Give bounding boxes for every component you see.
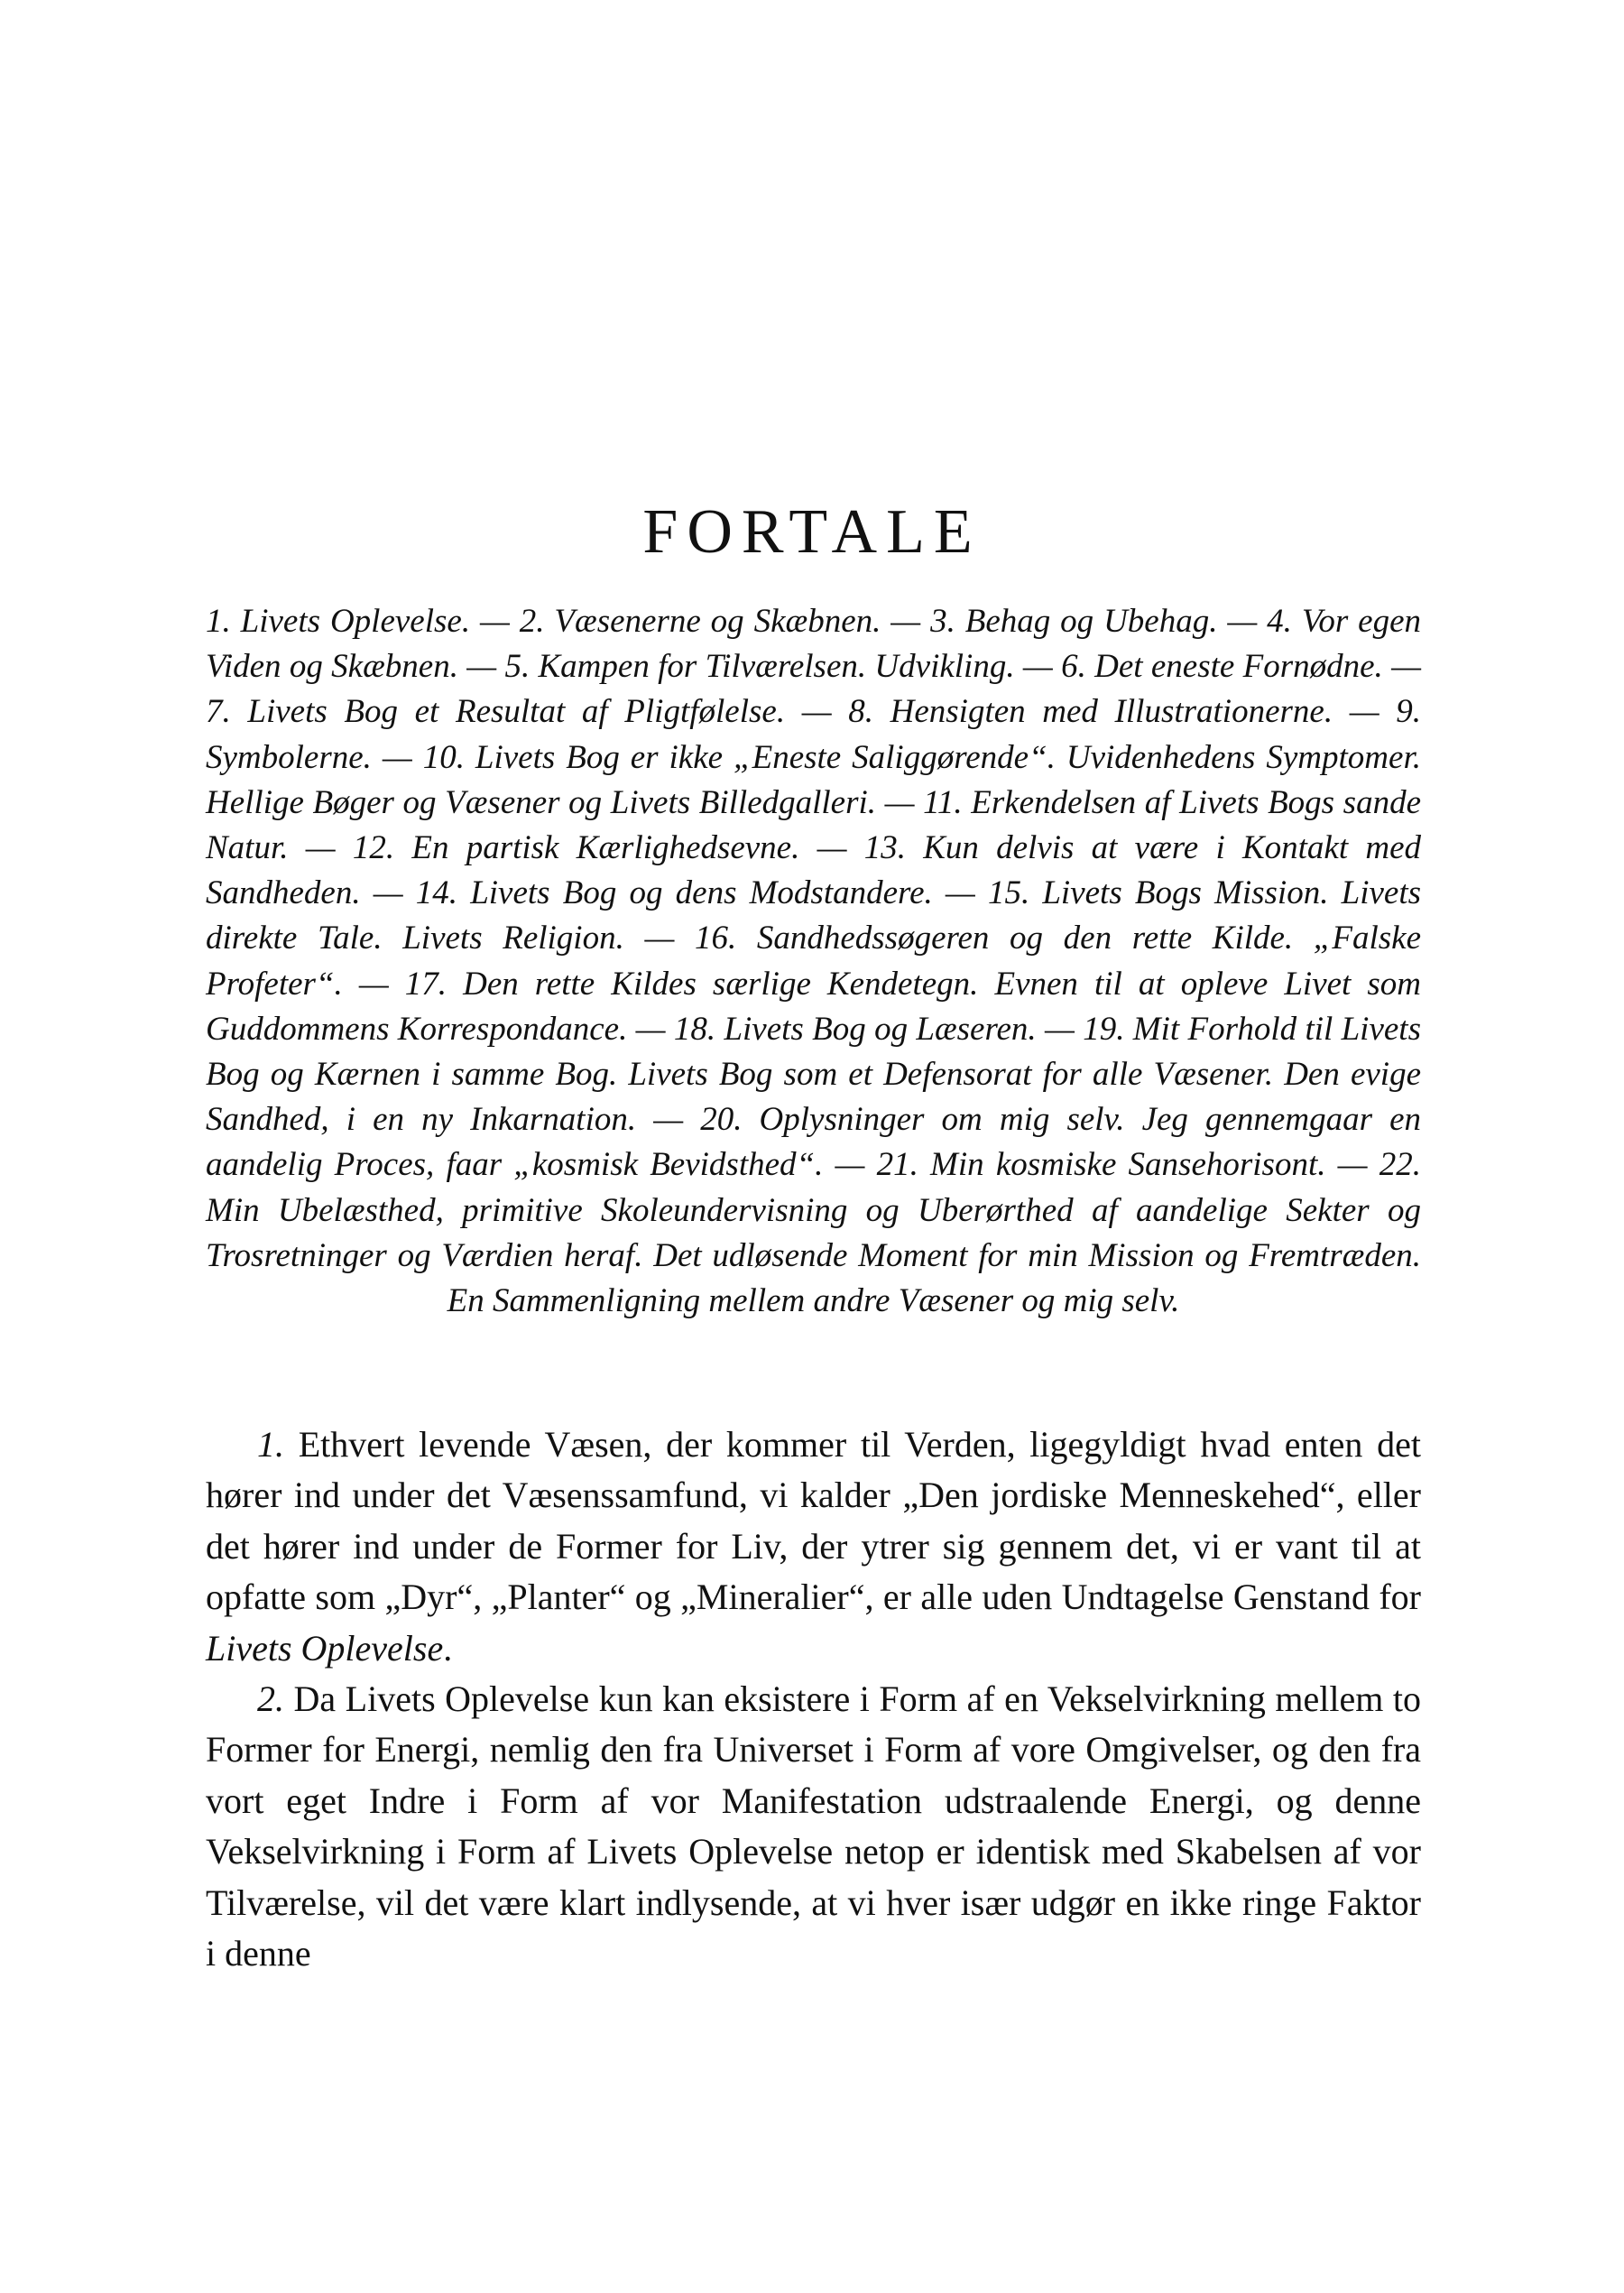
paragraph-tail: .: [443, 1627, 453, 1669]
paragraph-number: 1.: [257, 1424, 284, 1465]
paragraph-text: Da Livets Oplevelse kun kan eksistere i Form af en Vekselvirkning mellem to Former for Energi, nemlig den fra Universet i Form af vore Omgivelser, og den fra vort eget Indre i Form af vor Manifestation udstraalende Energi, og denne Vekselvirkning i Form af Livets Oplevelse netop er identisk med Skabelsen af vor Tilværelse, vil det være klart indlysende, at vi hver især udgør en ikke ringe Faktor i denne: [206, 1678, 1421, 1974]
chapter-title: FORTALE: [642, 497, 982, 567]
paragraph-2: [206, 1674, 1421, 1979]
chapter-body: [206, 1419, 1421, 1979]
chapter-summary: 1. Livets Oplevelse. — 2. Væsenerne og Skæbnen. — 3. Behag og Ubehag. — 4. Vor egen Viden og Skæbnen. — 5. Kampen for Tilværelsen. Udvikling. — 6. Det eneste Fornødne. — 7. Livets Bog et Resultat af Pligtfølelse. — 8. Hensigten med Illustrationerne. — 9. Symbolerne. — 10. Livets Bog er ikke „Eneste Saliggørende“. Uvidenhedens Symptomer. Hellige Bøger og Væsener og Livets Billedgalleri. — 11. Erkendelsen af Livets Bogs sande Natur. — 12. En partisk Kærlighedsevne. — 13. Kun delvis at være i Kontakt med Sandheden. — 14. Livets Bog og dens Modstandere. — 15. Livets Bogs Mission. Livets direkte Tale. Livets Religion. — 16. Sandhedssøgeren og den rette Kilde. „Falske Profeter“. — 17. Den rette Kildes særlige Kendetegn. Evnen til at opleve Livet som Guddommens Korrespondance. — 18. Livets Bog og Læseren. — 19. Mit Forhold til Livets Bog og Kærnen i samme Bog. Livets Bog som et Defensorat for alle Væsener. Den evige Sandhed, i en ny Inkarnation. — 20. Oplysninger om mig selv. Jeg gennemgaar en aandelig Proces, faar „kosmisk Bevidsthed“. — 21. Min kosmiske Sansehorisont. — 22. Min Ubelæsthed, primitive Skoleundervisning og Uberørthed af aandelige Sekter og Trosretninger og Værdien heraf. Det udløsende Moment for min Mission og Fremtræden. En Sammenligning mellem andre Væsener og mig selv.: [206, 603, 1421, 1320]
paragraph-emphasis: Livets Oplevelse: [206, 1627, 444, 1669]
paragraph-1: [206, 1419, 1421, 1674]
paragraph-number: 2.: [257, 1678, 284, 1720]
paragraph-text: Ethvert levende Væsen, der kommer til Verden, ligegyldigt hvad enten det hører ind under det Væsenssamfund, vi kalder „Den jordiske Menneskehed“, eller det hører ind under de Former for Liv, der ytrer sig gennem det, vi er vant til at opfatte som „Dyr“, „Planter“ og „Mineralier“, er alle uden Undtagelse Genstand for: [206, 1424, 1421, 1618]
